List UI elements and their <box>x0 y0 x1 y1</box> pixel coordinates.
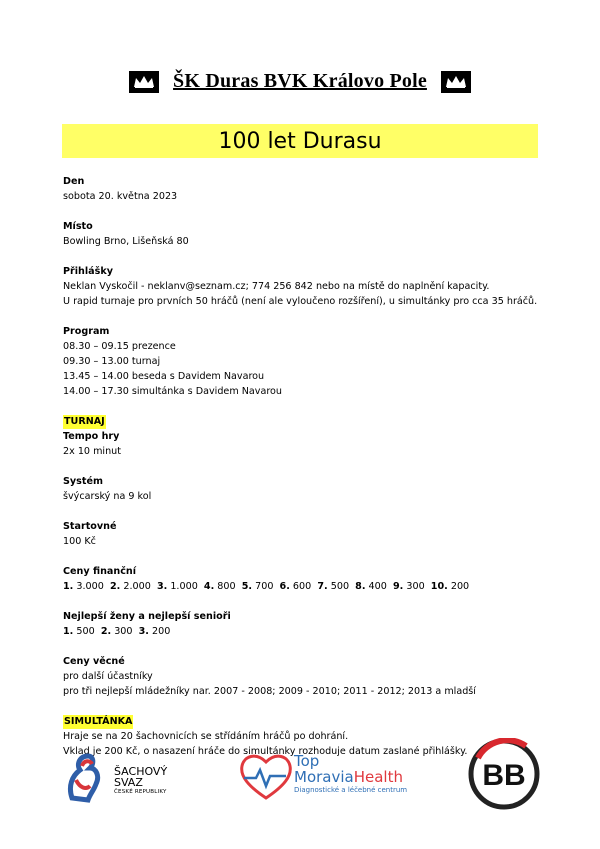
ceny-zeny-list <box>63 624 543 639</box>
bb-logo <box>468 738 540 810</box>
top-moravia-name-b: Health <box>353 768 403 786</box>
sachovy-svaz-line: SVAZ <box>114 776 143 789</box>
ceny-zeny-label: Nejlepší ženy a nejlepší senioři <box>63 611 231 622</box>
simultanka-heading: SIMULTÁNKA <box>64 716 133 727</box>
simultanka-line: Hraje se na 20 šachovnicích se střídáním hráčů po dohrání. <box>63 731 349 742</box>
ceny-vecne-label: Ceny věcné <box>63 656 125 667</box>
startovne-value: 100 Kč <box>63 536 96 547</box>
prize-amount: 800 <box>217 581 236 592</box>
program-label: Program <box>63 326 110 337</box>
prize-amount: 400 <box>368 581 387 592</box>
turnaj-heading: TURNAJ <box>64 416 105 427</box>
system-label: Systém <box>63 476 103 487</box>
program-item: 08.30 – 09.15 prezence <box>63 341 176 352</box>
prize-amount: 300 <box>114 626 133 637</box>
system-value: švýcarský na 9 kol <box>63 491 152 502</box>
prize-amount: 200 <box>450 581 470 592</box>
top-moravia-health-logo <box>236 746 426 806</box>
sachovy-svaz-text <box>114 766 167 796</box>
section-den <box>63 174 543 204</box>
chess-knight-icon <box>64 746 112 806</box>
prize-place: 4. <box>203 581 215 592</box>
prize-place: 1. <box>63 626 74 637</box>
prize-amount: 200 <box>152 626 171 637</box>
prize-place: 3. <box>156 581 168 592</box>
tempo-label: Tempo hry <box>63 431 120 442</box>
sachovy-svaz-subtitle: ČESKÉ REPUBLIKY <box>114 789 167 795</box>
section-startovne <box>63 519 543 549</box>
prize-place: 3. <box>138 626 149 637</box>
prihlasky-line: Neklan Vyskočil - neklanv@seznam.cz; 774 256 842 nebo na místě do naplnění kapacity. <box>63 281 490 292</box>
top-moravia-subtitle: Diagnostické a léčebné centrum <box>294 786 408 794</box>
startovne-label: Startovné <box>63 521 117 532</box>
crown-icon <box>441 71 471 93</box>
prihlasky-line: U rapid turnaje pro prvních 50 hráčů (není ale vyloučeno rozšíření), u simultánky pro cca 35 hráčů. <box>63 296 538 307</box>
ceny-financni-label: Ceny finanční <box>63 566 137 577</box>
prize-place: 1. <box>63 581 74 592</box>
turnaj-heading-wrap <box>63 414 543 429</box>
event-title: 100 let Durasu <box>218 128 382 154</box>
prize-amount: 1.000 <box>170 581 198 592</box>
section-prihlasky <box>63 264 543 309</box>
misto-value: Bowling Brno, Lišeňská 80 <box>63 236 189 247</box>
prihlasky-label: Přihlášky <box>63 266 113 277</box>
prize-amount: 500 <box>330 581 350 592</box>
den-value: sobota 20. května 2023 <box>63 191 178 202</box>
top-moravia-name-a: Moravia <box>294 768 354 786</box>
prize-amount: 3.000 <box>76 581 104 592</box>
top-moravia-text <box>294 754 407 795</box>
simultanka-line: Vklad je 200 Kč, o nasazení hráče do simultánky rozhoduje datum zaslané přihlášky. <box>63 746 468 757</box>
section-ceny-vecne <box>63 654 543 699</box>
document-body <box>63 174 543 759</box>
prize-amount: 2.000 <box>123 581 151 592</box>
club-header <box>0 70 600 93</box>
section-ceny-financni <box>63 564 543 594</box>
prize-place: 10. <box>430 581 448 592</box>
den-label: Den <box>63 176 85 187</box>
prize-amount: 500 <box>76 626 95 637</box>
prize-amount: 700 <box>255 581 274 592</box>
sachovy-svaz-line: ŠACHOVÝ <box>114 765 168 778</box>
club-title: ŠK Duras BVK Královo Pole <box>173 70 427 92</box>
prize-place: 5. <box>241 581 253 592</box>
prize-place: 2. <box>100 626 112 637</box>
bb-logo-text: BB <box>482 759 526 792</box>
section-misto <box>63 219 543 249</box>
section-system <box>63 474 543 504</box>
ceny-financni-list <box>63 579 543 594</box>
program-item: 13.45 – 14.00 beseda s Davidem Navarou <box>63 371 265 382</box>
prize-place: 6. <box>279 581 290 592</box>
top-moravia-name <box>294 769 407 785</box>
sponsor-logos <box>0 738 600 818</box>
section-tempo <box>63 429 543 459</box>
prize-place: 2. <box>109 581 121 592</box>
prize-amount: 600 <box>292 581 312 592</box>
tempo-value: 2x 10 minut <box>63 446 122 457</box>
top-moravia-line: Top <box>294 752 320 770</box>
prize-amount: 300 <box>406 581 425 592</box>
crown-icon <box>129 71 159 93</box>
ceny-vecne-line: pro tři nejlepší mládežníky nar. 2007 - 2008; 2009 - 2010; 2011 - 2012; 2013 a mladší <box>63 686 476 697</box>
simultanka-heading-wrap <box>63 714 543 729</box>
ceny-vecne-line: pro další účastníky <box>63 671 153 682</box>
section-ceny-zeny <box>63 609 543 639</box>
program-item: 14.00 – 17.30 simultánka s Davidem Navarou <box>63 386 283 397</box>
section-program <box>63 324 543 399</box>
prize-place: 9. <box>392 581 404 592</box>
prize-place: 8. <box>355 581 366 592</box>
prize-place: 7. <box>317 581 328 592</box>
sachovy-svaz-logo <box>64 746 194 806</box>
event-title-banner <box>62 124 538 158</box>
program-item: 09.30 – 13.00 turnaj <box>63 356 161 367</box>
heart-pulse-icon <box>236 746 296 806</box>
misto-label: Místo <box>63 221 93 232</box>
